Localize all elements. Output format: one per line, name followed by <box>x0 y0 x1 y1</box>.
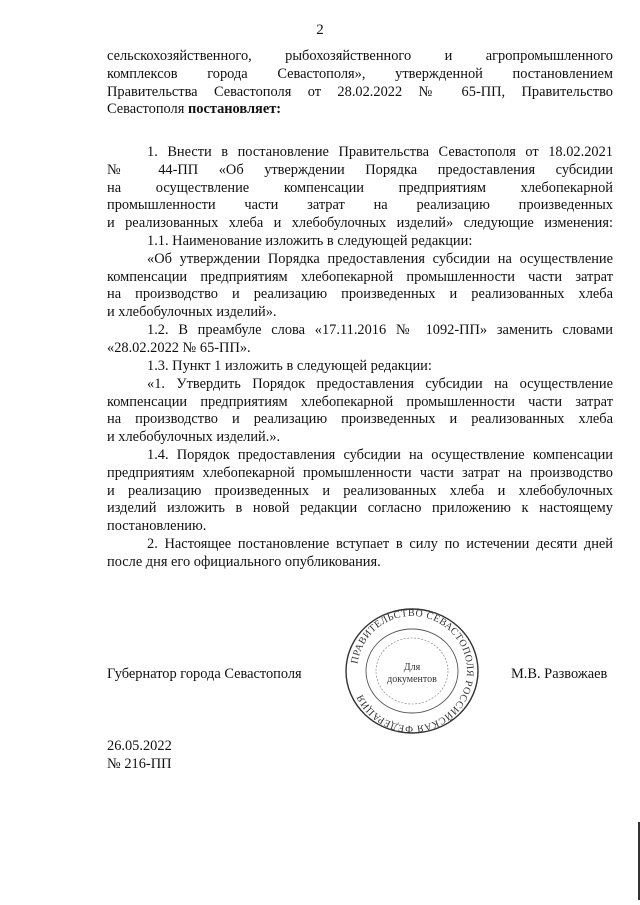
paragraph-line: промышленности части затрат на реализацию произведенных <box>107 197 613 214</box>
paragraph-1-2 <box>107 322 613 358</box>
paragraph-line: постановлению. <box>107 518 207 535</box>
paragraph-line: «28.02.2022 № 65-ПП». <box>107 339 251 356</box>
quote-line: компенсации предприятиям хлебопекарной промышленности части затрат <box>107 268 613 285</box>
quote-line: и хлебобулочных изделий.». <box>107 429 281 446</box>
stamp-center-line1: Для <box>403 662 421 673</box>
preamble-line: Правительства Севастополя от 28.02.2022 № 65-ПП, Правительство <box>107 83 613 100</box>
quote-line: «Об утверждении Порядка предоставления субсидии на осуществление <box>147 250 613 267</box>
stamp-center-line2: документов <box>387 674 437 685</box>
paragraph-line: и реализацию произведенных и реализованных хлеба и хлебобулочных <box>107 482 613 499</box>
paragraph-line: предприятиям хлебопекарной промышленности части затрат на производство <box>107 464 613 481</box>
quote-line: «1. Утвердить Порядок предоставления субсидии на осуществление <box>147 375 613 392</box>
paragraph-line: изделий изложить в новой редакции согласно приложению к настоящему <box>107 500 613 517</box>
quote-line: на производство и реализацию произведенных и реализованных хлеба <box>107 286 613 303</box>
paragraph-line: и реализованных хлеба и хлебобулочных изделий» следующие изменения: <box>107 215 613 232</box>
preamble <box>107 48 613 119</box>
signatory-position: Губернатор города Севастополя <box>107 666 302 682</box>
paragraph-2 <box>107 536 613 572</box>
quote-line: на производство и реализацию произведенных и реализованных хлеба <box>107 411 613 428</box>
stamp-ring-textpath: ПРАВИТЕЛЬСТВО СЕВАСТОПОЛЯ РОССИЙСКАЯ ФЕДЕРАЦИЯ <box>349 607 476 735</box>
paragraph-line: 1.1. Наименование изложить в следующей редакции: <box>147 233 473 249</box>
signatory-name: М.В. Развожаев <box>511 666 608 682</box>
paragraph-line: 1.4. Порядок предоставления субсидии на осуществление компенсации <box>147 447 613 463</box>
official-stamp <box>342 606 482 736</box>
quote-line: компенсации предприятиям хлебопекарной промышленности части затрат <box>107 393 613 410</box>
paragraph-line: 1.3. Пункт 1 изложить в следующей редакции: <box>147 358 432 374</box>
document-number: № 216-ПП <box>107 755 172 772</box>
preamble-last-line <box>107 101 613 119</box>
paragraph-1-4 <box>107 447 613 536</box>
paragraph-line: № 44-ПП «Об утверждении Порядка предоставления субсидии <box>107 161 613 178</box>
quote-line: и хлебобулочных изделий». <box>107 304 277 321</box>
paragraph-line: 1.2. В преамбуле слова «17.11.2016 № 1092-ПП» заменить словами <box>147 322 613 338</box>
paragraph-1 <box>107 144 613 233</box>
decree-keyword: постановляет: <box>187 101 282 118</box>
page-number: 2 <box>316 22 324 38</box>
paragraph-1-1 <box>107 233 613 322</box>
paragraph-line: 1. Внести в постановление Правительства Севастополя от 18.02.2021 <box>147 144 613 160</box>
paragraph-1-3 <box>107 358 613 447</box>
preamble-line: комплексов города Севастополя», утвержденной постановлением <box>107 65 613 82</box>
paragraph-line: на осуществление компенсации предприятиям хлебопекарной <box>107 179 613 196</box>
preamble-line: сельскохозяйственного, рыбохозяйственного и агропромышленного <box>107 48 613 64</box>
paragraph-line: после дня его официального опубликования. <box>107 553 381 570</box>
document-date: 26.05.2022 <box>107 738 172 754</box>
paragraph-line: 2. Настоящее постановление вступает в силу по истечении десяти дней <box>147 536 613 552</box>
document-date-block <box>107 738 172 774</box>
preamble-last-prefix: Севастополя <box>107 101 188 118</box>
